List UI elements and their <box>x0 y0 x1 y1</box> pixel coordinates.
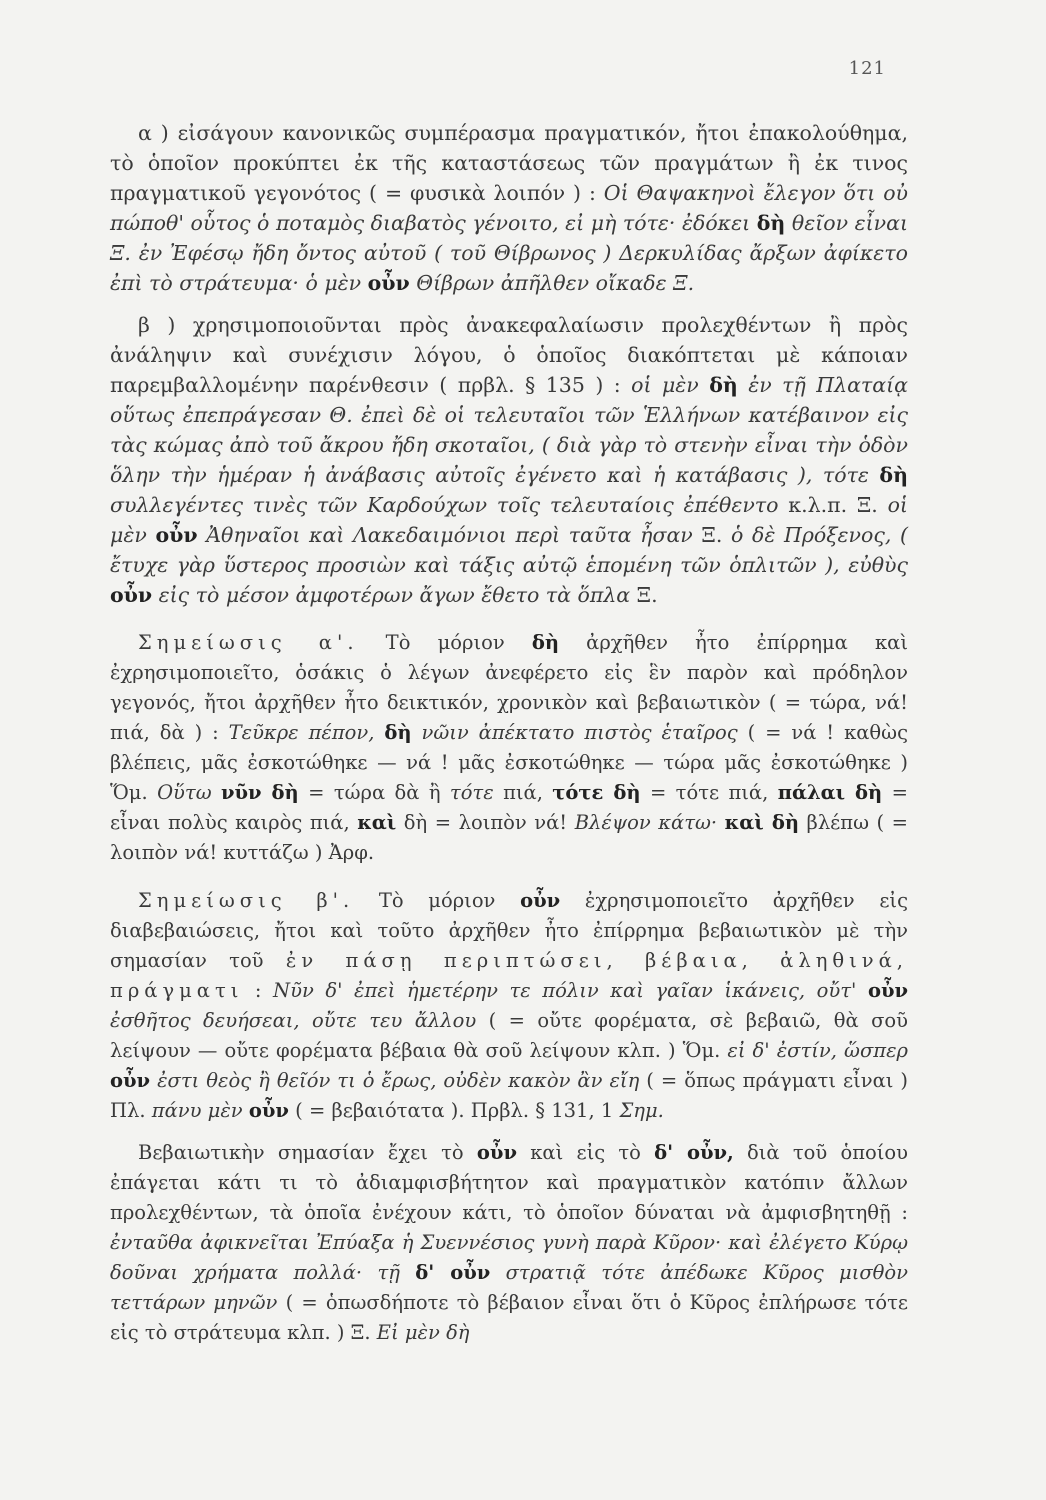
text-segment: = εἶναι πολὺς καιρὸς πιά, <box>110 781 908 834</box>
paragraph-gap <box>110 1126 908 1138</box>
text-segment: οὖν <box>110 1069 151 1092</box>
text-segment: ( = ὅπως πράγματι εἶναι ) Πλ. <box>110 1069 908 1122</box>
text-segment: ἐσθῆτος δευήσεαι, οὔτε τευ ἄλλου <box>110 1009 489 1032</box>
text-segment: Ἀθηναῖοι καὶ Λακεδαιμόνιοι περὶ ταῦτα ἦσαν <box>197 523 702 547</box>
text-segment: καὶ <box>357 811 397 834</box>
text-segment: κ.λ.π. Ξ. <box>788 493 888 517</box>
text-segment: ( = βεβαιότατα ). Πρβλ. § 131, 1 <box>288 1099 620 1122</box>
text-segment: = τότε πιά, <box>640 781 778 804</box>
text-segment: = τώρα δὰ ἢ <box>298 781 450 804</box>
text-segment: θεῖον εἶναι Ξ. ἐν Ἐφέσῳ ἤδη ὄντος αὐτοῦ ( τοῦ Θίβρωνος ) Δερκυλίδας ἄρξων ἀφίκετο ἐπὶ τὸ στράτευμα· ὁ μὲν <box>110 211 908 295</box>
text-segment: Τεῦκρε πέπον, <box>228 721 385 744</box>
text-segment: ( = ὁπωσδήποτε τὸ βέβαιον εἶναι ὅτι ὁ Κῦρος ἐπλήρωσε τότε εἰς τὸ στράτευμα κλπ. ) Ξ. <box>110 1291 908 1344</box>
text-segment: Βεβαιωτικὴν σημασίαν ἔχει τὸ <box>138 1141 477 1164</box>
page-number: 121 <box>848 58 886 79</box>
text-segment: δὴ <box>709 373 738 397</box>
text-segment: Ξ. <box>636 583 658 607</box>
text-segment: οὖν <box>248 1099 289 1122</box>
text-segment: οὖν <box>110 583 153 607</box>
text-segment: Οὕτω <box>157 781 221 804</box>
text-segment: Ξ. <box>701 523 731 547</box>
paragraph-gap <box>110 298 908 310</box>
text-segment: Σημ. <box>619 1099 664 1122</box>
text-segment: ( = νά ! καθὼς βλέπεις, μᾶς ἐσκοτώθηκε — νά ! μᾶς ἐσκοτώθηκε — τώρα μᾶς ἐσκοτώθηκε ) Ὅμ. <box>110 721 908 804</box>
text-segment: Σημείωσις α'. <box>138 631 359 654</box>
text-segment: β ) χρησιμοποιοῦνται πρὸς ἀνακεφαλαίωσιν προλεχθέντων ἢ πρὸς ἀνάληψιν καὶ συνέχισιν λόγου, ὁ ὁποῖος διακόπτεται μὲ κάποιαν παρεμβαλλομένην παρένθεσιν ( πρβλ. § 135 ) : <box>110 313 908 397</box>
text-segment: οἱ μὲν <box>631 373 710 397</box>
text-segment: ἐχρησιμοποιεῖτο ἀρχῆθεν εἰς διαβεβαιώσεις, ἤτοι καὶ τοῦτο ἀρχῆθεν ἦτο ἐπίρρημα βεβαιωτικὸν μὲ τὴν σημασίαν τοῦ <box>110 889 908 972</box>
text-segment: Οἱ Θαψακηνοὶ ἔλεγον ὅτι οὐ πώποθ' οὗτος ὁ ποταμὸς διαβατὸς γένοιτο, εἰ μὴ τότε· ἐδόκει <box>110 181 908 235</box>
text-segment: δ' οὖν <box>415 1261 491 1284</box>
text-segment: πάνυ μὲν <box>151 1099 249 1122</box>
text-segment: οὖν <box>476 1141 517 1164</box>
text-segment: δὴ <box>756 211 786 235</box>
paragraph-gap <box>110 868 908 886</box>
text-segment: οὖν <box>155 523 198 547</box>
text-segment: οὖν <box>867 979 909 1002</box>
text-segment: Θίβρων ἀπῆλθεν οἴκαδε Ξ. <box>409 271 695 295</box>
text-segment: διὰ τοῦ ὁποίου ἐπάγεται κάτι τι τὸ ἀδιαμφισβήτητον καὶ πραγματικὸν κατόπιν ἄλλων προλεχθέντων, τὰ ὁποῖα ἐνέχουν κάτι, τὸ ὁποῖον δύναται νὰ ἀμφισβητηθῇ : <box>110 1141 908 1224</box>
text-segment: Σημείωσις β'. <box>138 889 355 912</box>
text-segment: δὴ = λοιπὸν νά! <box>396 811 575 834</box>
text-segment: α ) εἰσάγουν κανονικῶς συμπέρασμα πραγματικόν, ἤτοι ἐπακολούθημα, τὸ ὁποῖον προκύπτει ἐκ τῆς καταστάσεως τῶν πραγμάτων ἢ ἐκ τινος πραγματικοῦ γεγονότος ( = φυσικὰ λοιπόν ) : <box>110 121 908 205</box>
text-segment: καὶ εἰς τὸ <box>516 1141 655 1164</box>
paragraph-gap <box>110 610 908 628</box>
text-segment: οὖν <box>520 889 561 912</box>
text-segment: συλλεγέντες τινὲς τῶν Καρδούχων τοῖς τελευταίοις ἐπέθεντο <box>110 493 789 517</box>
text-segment: καὶ δὴ <box>724 811 800 834</box>
text-segment: δὴ <box>384 721 412 744</box>
text-segment: Εἰ μὲν δὴ <box>376 1321 470 1344</box>
text-segment: ἀρχῆθεν ἦτο ἐπίρρημα καὶ ἐχρησιμοποιεῖτο, ὁσάκις ὁ λέγων ἀνεφέρετο εἰς ἓν παρὸν καὶ πρόδηλον γεγονός, ἤτοι ἀρχῆθεν ἦτο δεικτικόν, χρονικὸν καὶ βεβαιωτικὸν ( = τώρα, νά! πιά, δὰ ) : <box>110 631 908 744</box>
text-segment: : <box>243 979 274 1002</box>
text-segment: στρατιᾷ τότε ἀπέδωκε Κῦρος μισθὸν τεττάρων μηνῶν <box>110 1261 908 1314</box>
text-segment: Τὸ μόριον <box>358 631 532 654</box>
text-segment: εἰ δ' ἐστίν, ὥσπερ <box>727 1039 908 1062</box>
text-segment: πάλαι δὴ <box>777 781 883 804</box>
paragraph-beta <box>110 310 908 610</box>
text-segment: Τὸ μόριον <box>354 889 521 912</box>
text-segment: δ' οὖν, <box>654 1141 734 1164</box>
paragraph-note-b <box>110 886 908 1126</box>
text-segment: νῶιν ἀπέκτατο πιστὸς ἑταῖρος <box>411 721 748 744</box>
text-segment: πιά, <box>493 781 553 804</box>
paragraph-final <box>110 1138 908 1348</box>
text-segment: ὁ δὲ Πρόξενος, ( ἔτυχε γὰρ ὕστερος προσιὼν καὶ τάξις αὐτῷ ἑπομένη τῶν ὁπλιτῶν ), εὐθὺς <box>110 523 908 577</box>
text-segment: βλέπω ( = λοιπὸν νά! κυττάζω ) Ἀρφ. <box>110 811 909 864</box>
paragraph-note-a <box>110 628 908 868</box>
text-segment: ἐν πάσῃ περιπτώσει, βέβαια, ἀληθινά, πράγματι <box>110 949 909 1002</box>
text-segment: Νῦν δ' ἐπεὶ ἡμετέρην τε πόλιν καὶ γαῖαν ἱκάνεις, οὔτ' <box>273 979 868 1002</box>
text-segment: οὖν <box>367 271 410 295</box>
text-segment: τότε <box>449 781 494 804</box>
paragraph-alpha <box>110 118 908 298</box>
text-segment: ( = οὔτε φορέματα, σὲ βεβαιῶ, θὰ σοῦ λείψουν — οὔτε φορέματα βέβαια θὰ σοῦ λείψουν κλπ. ) Ὅμ. <box>110 1009 908 1062</box>
body-text <box>110 118 908 1348</box>
text-segment: εἰς τὸ μέσον ἀμφοτέρων ἄγων ἔθετο τὰ ὅπλα <box>152 583 637 607</box>
text-segment: δὴ <box>531 631 560 654</box>
text-segment: οἱ μὲν <box>110 493 908 547</box>
text-segment: ἐν τῇ Πλαταίᾳ οὕτως ἐπεπράγεσαν Θ. ἐπεὶ δὲ οἱ τελευταῖοι τῶν Ἑλλήνων κατέβαινον εἰς τὰς κώμας ἀπὸ τοῦ ἄκρου ἤδη σκοταῖοι, ( διὰ γὰρ τὸ στενὴν εἶναι τὴν ὁδὸν ὅλην τὴν ἡμέραν ἡ ἀνάβασις αὐτοῖς ἐγένετο καὶ ἡ κατάβασις ), τότε <box>110 373 908 487</box>
text-segment: Βλέψον κάτω· <box>574 811 725 834</box>
text-segment: ἐνταῦθα ἀφικνεῖται Ἐπύαξα ἡ Συεννέσιος γυνὴ παρὰ Κῦρον· καὶ ἐλέγετο Κύρῳ δοῦναι χρήματα πολλά· τῇ <box>110 1231 908 1284</box>
text-segment: ἐστι θεὸς ἢ θεῖόν τι ὁ ἔρως, οὐδὲν κακὸν ἂν εἴη <box>150 1069 647 1092</box>
text-segment: δὴ <box>879 463 908 487</box>
text-segment: νῦν δὴ <box>220 781 299 804</box>
text-segment: τότε δὴ <box>552 781 641 804</box>
